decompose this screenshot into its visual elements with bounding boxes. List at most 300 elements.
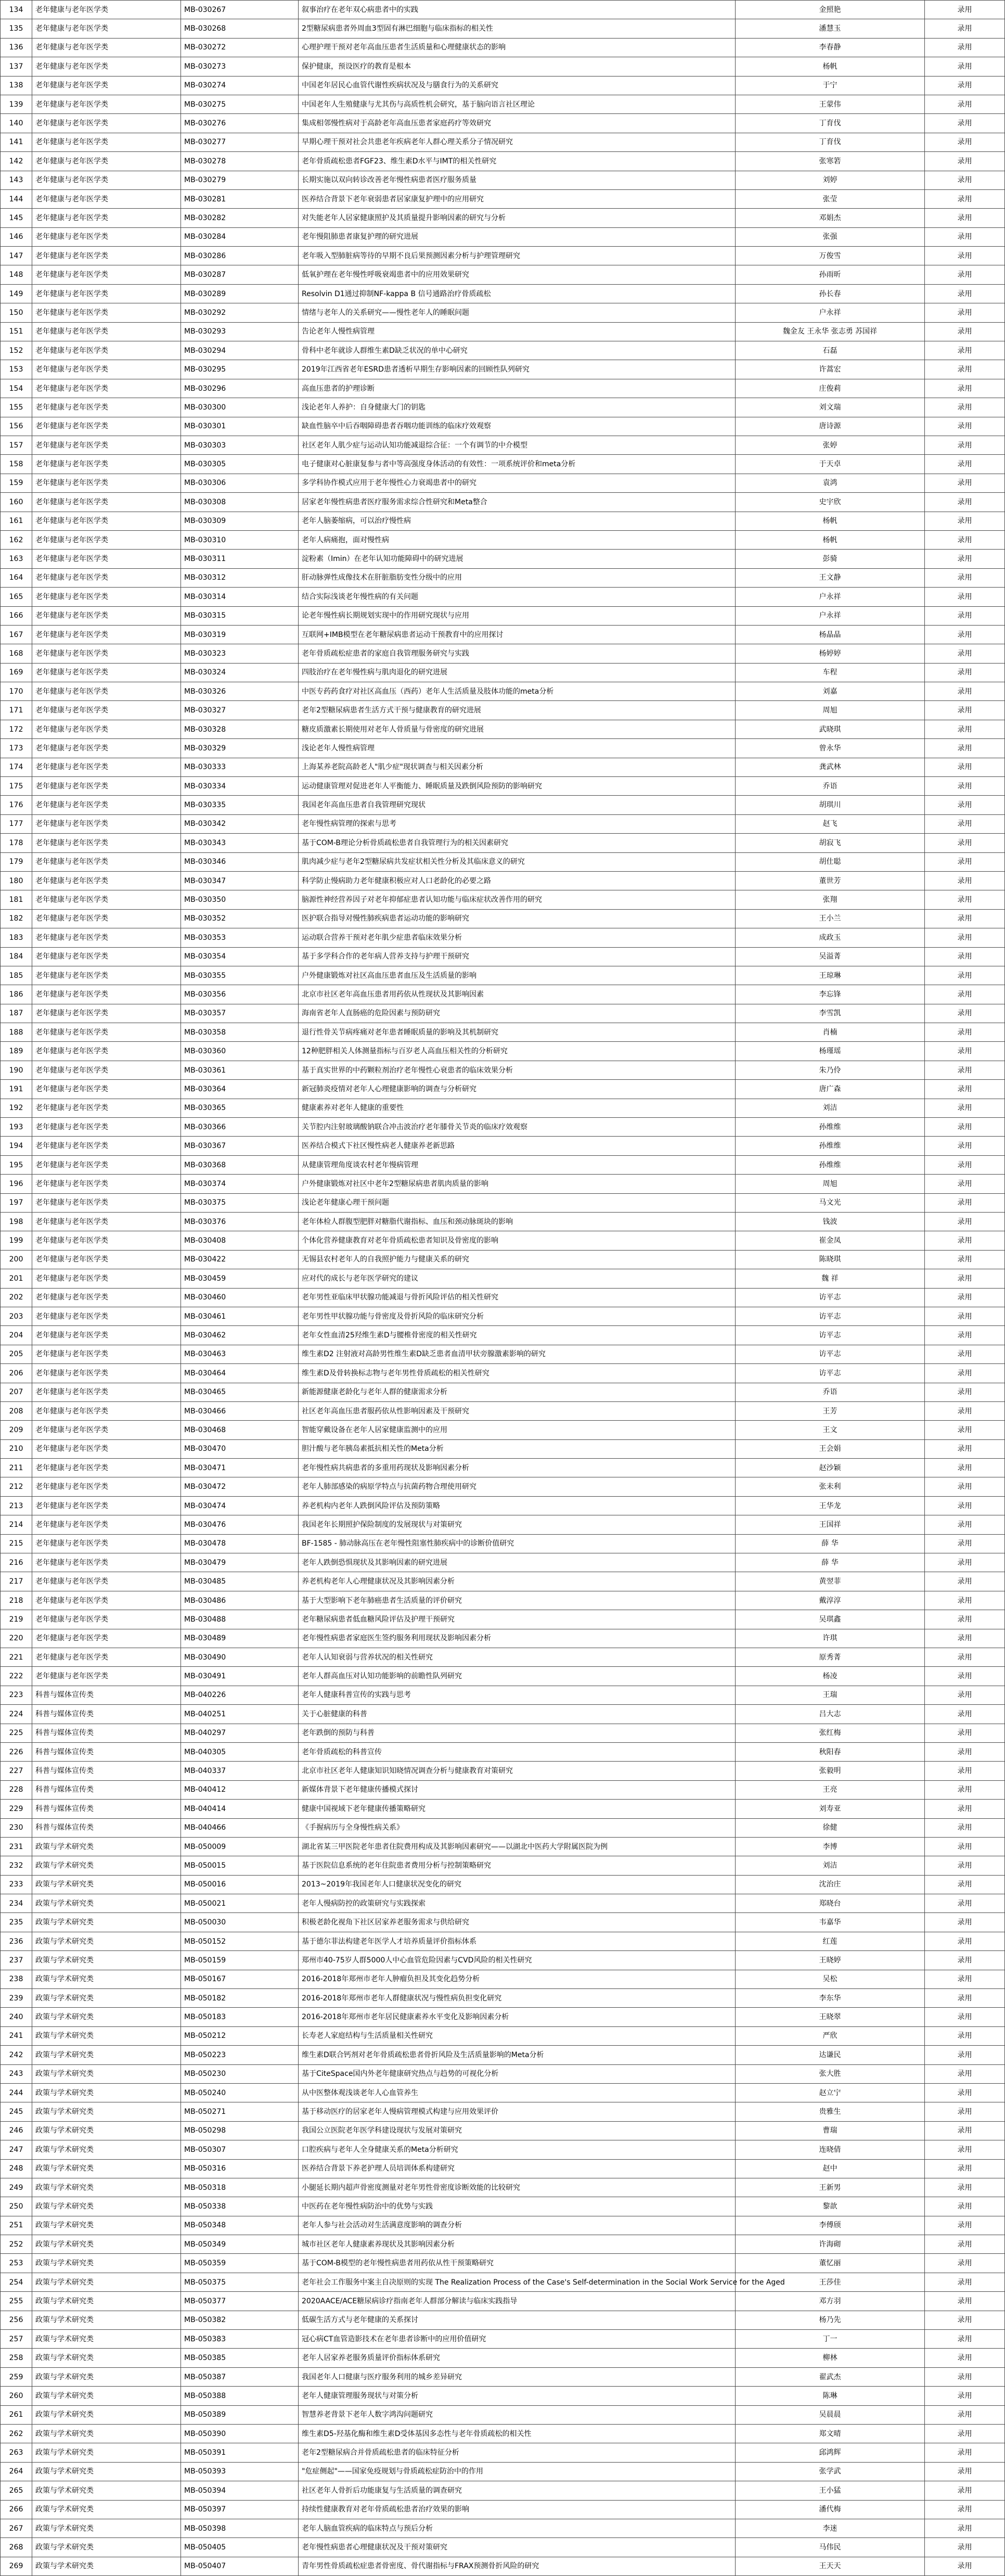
author-cell: 许海砌 — [736, 2235, 925, 2254]
table-row — [1, 76, 1005, 95]
table-row — [1, 2330, 1005, 2349]
paper-id-cell: MB-030485 — [181, 1572, 299, 1591]
paper-id-cell: MB-040297 — [181, 1724, 299, 1742]
status-cell: 录用 — [925, 663, 1005, 682]
category-cell: 老年健康与老年医学类 — [32, 1118, 181, 1137]
row-index: 214 — [1, 1515, 32, 1534]
paper-id-cell: MB-030308 — [181, 493, 299, 512]
category-cell: 老年健康与老年医学类 — [32, 227, 181, 246]
paper-id-cell: MB-050016 — [181, 1875, 299, 1894]
category-cell: 老年健康与老年医学类 — [32, 758, 181, 776]
category-cell: 政策与学术研究类 — [32, 2046, 181, 2064]
row-index: 135 — [1, 19, 32, 38]
author-cell: 丁育伐 — [736, 114, 925, 133]
title-cell: 老年人跌倒恐惧现状及其影响因素的研究进展 — [299, 1553, 736, 1572]
table-row — [1, 777, 1005, 796]
paper-id-cell: MB-050385 — [181, 2349, 299, 2367]
row-index: 210 — [1, 1439, 32, 1458]
row-index: 172 — [1, 720, 32, 738]
paper-id-cell: MB-030267 — [181, 1, 299, 19]
category-cell: 政策与学术研究类 — [32, 2405, 181, 2424]
title-cell: 持续性健康教育对老年骨质疏松患者治疗效果的影响 — [299, 2500, 736, 2519]
author-cell: 李忘锋 — [736, 985, 925, 1004]
author-cell: 柳林 — [736, 2349, 925, 2367]
paper-id-cell: MB-030342 — [181, 814, 299, 833]
table-row — [1, 2462, 1005, 2481]
category-cell: 政策与学术研究类 — [32, 2008, 181, 2026]
category-cell: 政策与学术研究类 — [32, 2121, 181, 2140]
author-cell: 吴松 — [736, 1970, 925, 1988]
category-cell: 老年健康与老年医学类 — [32, 1496, 181, 1515]
paper-id-cell: MB-030311 — [181, 550, 299, 568]
title-cell: 老年人脑萎缩病，可以治疗慢性病 — [299, 512, 736, 530]
table-row — [1, 1099, 1005, 1117]
category-cell: 政策与学术研究类 — [32, 2083, 181, 2102]
title-cell: 健康中国视域下老年健康传播策略研究 — [299, 1800, 736, 1818]
status-cell: 录用 — [925, 928, 1005, 947]
author-cell: 武晓琪 — [736, 720, 925, 738]
paper-id-cell: MB-050240 — [181, 2083, 299, 2102]
status-cell: 录用 — [925, 2405, 1005, 2424]
paper-id-cell: MB-030366 — [181, 1118, 299, 1137]
row-index: 152 — [1, 341, 32, 360]
status-cell: 录用 — [925, 1534, 1005, 1553]
table-row — [1, 436, 1005, 454]
author-cell: 万俊雪 — [736, 247, 925, 265]
paper-id-cell: MB-030295 — [181, 360, 299, 379]
category-cell: 老年健康与老年医学类 — [32, 834, 181, 852]
row-index: 136 — [1, 38, 32, 57]
category-cell: 老年健康与老年医学类 — [32, 1610, 181, 1629]
status-cell: 录用 — [925, 2273, 1005, 2291]
category-cell: 老年健康与老年医学类 — [32, 682, 181, 701]
title-cell: 关于心脏健康的科普 — [299, 1705, 736, 1724]
status-cell: 录用 — [925, 606, 1005, 625]
category-cell: 政策与学术研究类 — [32, 2462, 181, 2481]
status-cell: 录用 — [925, 1989, 1005, 2008]
paper-id-cell: MB-030343 — [181, 834, 299, 852]
title-cell: 论老年慢性病长期规划实现中的作用研究现状与应用 — [299, 606, 736, 625]
status-cell: 录用 — [925, 1553, 1005, 1572]
author-cell: 吴溢菁 — [736, 947, 925, 966]
category-cell: 老年健康与老年医学类 — [32, 436, 181, 454]
title-cell: 海南省老年人直肠癌的危险因素与预防研究 — [299, 1004, 736, 1023]
status-cell: 录用 — [925, 1061, 1005, 1079]
author-cell: 王国祥 — [736, 1515, 925, 1534]
status-cell: 录用 — [925, 265, 1005, 284]
table-row — [1, 1326, 1005, 1345]
title-cell: 老年2型糖尿病患者生活方式干预与健康教育的研究进展 — [299, 701, 736, 720]
table-row — [1, 1, 1005, 19]
category-cell: 老年健康与老年医学类 — [32, 625, 181, 644]
paper-id-cell: MB-050388 — [181, 2387, 299, 2405]
table-row — [1, 512, 1005, 530]
author-cell: 杨帆 — [736, 512, 925, 530]
title-cell: 科学防止慢病助力老年健康积极应对人口老龄化的必要之路 — [299, 871, 736, 890]
author-cell: 访平志 — [736, 1307, 925, 1325]
table-row — [1, 985, 1005, 1004]
table-row — [1, 2197, 1005, 2216]
table-row — [1, 1762, 1005, 1780]
status-cell: 录用 — [925, 95, 1005, 113]
table-row — [1, 758, 1005, 776]
title-cell: 基于COM-B模型的老年慢性病患者用药依从性干预策略研究 — [299, 2254, 736, 2273]
status-cell: 录用 — [925, 1345, 1005, 1363]
title-cell: 肌肉减少症与老年2型糖尿病共发症状相关性分析及其临床意义的研究 — [299, 852, 736, 871]
paper-id-cell: MB-030364 — [181, 1080, 299, 1099]
table-row — [1, 1061, 1005, 1079]
table-row — [1, 814, 1005, 833]
table-row — [1, 1667, 1005, 1686]
row-index: 224 — [1, 1705, 32, 1724]
paper-id-cell: MB-030465 — [181, 1383, 299, 1401]
row-index: 157 — [1, 436, 32, 454]
category-cell: 老年健康与老年医学类 — [32, 739, 181, 758]
paper-id-cell: MB-030468 — [181, 1421, 299, 1439]
paper-id-cell: MB-030354 — [181, 947, 299, 966]
author-cell: 袁鸿 — [736, 474, 925, 492]
row-index: 202 — [1, 1288, 32, 1307]
paper-id-cell: MB-030275 — [181, 95, 299, 113]
status-cell: 录用 — [925, 1667, 1005, 1686]
title-cell: 多学科协作模式应用于老年慢性心力衰竭患者中的研究 — [299, 474, 736, 492]
category-cell: 老年健康与老年医学类 — [32, 1667, 181, 1686]
row-index: 153 — [1, 360, 32, 379]
title-cell: 浅论老年人慢性病管理 — [299, 739, 736, 758]
author-cell: 钱波 — [736, 1213, 925, 1231]
category-cell: 老年健康与老年医学类 — [32, 265, 181, 284]
paper-id-cell: MB-050359 — [181, 2254, 299, 2273]
table-row — [1, 625, 1005, 644]
paper-id-cell: MB-030310 — [181, 530, 299, 549]
title-cell: 新冠肺炎疫情对老年人心理健康影响的调查与分析研究 — [299, 1080, 736, 1099]
category-cell: 老年健康与老年医学类 — [32, 644, 181, 663]
status-cell: 录用 — [925, 625, 1005, 644]
row-index: 236 — [1, 1932, 32, 1950]
author-cell: 周旭 — [736, 701, 925, 720]
category-cell: 老年健康与老年医学类 — [32, 777, 181, 796]
author-cell: 薛 华 — [736, 1553, 925, 1572]
author-cell: 连晓倩 — [736, 2140, 925, 2159]
title-cell: 长期实施以双向转诊改善老年慢性病患者医疗服务质量 — [299, 171, 736, 189]
row-index: 247 — [1, 2140, 32, 2159]
row-index: 205 — [1, 1345, 32, 1363]
paper-id-cell: MB-030328 — [181, 720, 299, 738]
row-index: 253 — [1, 2254, 32, 2273]
category-cell: 老年健康与老年医学类 — [32, 1439, 181, 1458]
title-cell: 心理护理干预对老年高血压患者生活质量和心理健康状态的影响 — [299, 38, 736, 57]
status-cell: 录用 — [925, 1800, 1005, 1818]
row-index: 141 — [1, 133, 32, 151]
title-cell: 中医药在老年慢性病防治中的优势与实践 — [299, 2197, 736, 2216]
paper-id-cell: MB-050383 — [181, 2330, 299, 2349]
author-cell: 许蒿宏 — [736, 360, 925, 379]
status-cell: 录用 — [925, 2216, 1005, 2235]
paper-id-cell: MB-030346 — [181, 852, 299, 871]
category-cell: 政策与学术研究类 — [32, 2235, 181, 2254]
author-cell: 翟武杰 — [736, 2367, 925, 2386]
status-cell: 录用 — [925, 341, 1005, 360]
category-cell: 老年健康与老年医学类 — [32, 814, 181, 833]
status-cell: 录用 — [925, 530, 1005, 549]
author-cell: 秋阳春 — [736, 1742, 925, 1761]
title-cell: 老年人慢病防控的政策研究与实践探索 — [299, 1894, 736, 1913]
paper-id-cell: MB-030466 — [181, 1401, 299, 1420]
table-row — [1, 606, 1005, 625]
status-cell: 录用 — [925, 1439, 1005, 1458]
table-row — [1, 1686, 1005, 1704]
paper-id-cell: MB-050015 — [181, 1856, 299, 1875]
row-index: 228 — [1, 1780, 32, 1799]
paper-id-cell: MB-050316 — [181, 2159, 299, 2178]
paper-id-cell: MB-030272 — [181, 38, 299, 57]
row-index: 176 — [1, 796, 32, 814]
author-cell: 史宇欣 — [736, 493, 925, 512]
paper-id-cell: MB-050182 — [181, 1989, 299, 2008]
title-cell: 北京市社区老年高血压患者用药依从性现状及其影响因素 — [299, 985, 736, 1004]
status-cell: 录用 — [925, 1383, 1005, 1401]
status-cell: 录用 — [925, 1288, 1005, 1307]
table-row — [1, 38, 1005, 57]
table-row — [1, 890, 1005, 909]
paper-id-cell: MB-050167 — [181, 1970, 299, 1988]
title-cell: 老年人病痛抱，面对慢性病 — [299, 530, 736, 549]
title-cell: 老年人健康科普宣传的实践与思考 — [299, 1686, 736, 1704]
paper-id-cell: MB-050152 — [181, 1932, 299, 1950]
author-cell: 赵立宁 — [736, 2083, 925, 2102]
author-cell: 于宁 — [736, 76, 925, 95]
category-cell: 政策与学术研究类 — [32, 2159, 181, 2178]
author-cell: 张强 — [736, 227, 925, 246]
title-cell: 肝动脉弹性成像技术在肝脏脂肪变性分级中的应用 — [299, 568, 736, 587]
category-cell: 科普与媒体宣传类 — [32, 1800, 181, 1818]
status-cell: 录用 — [925, 1913, 1005, 1932]
paper-id-cell: MB-050375 — [181, 2273, 299, 2291]
status-cell: 录用 — [925, 417, 1005, 436]
title-cell: 基于真实世界的中药颗粒剂治疗老年慢性心衰患者的临床效果分析 — [299, 1061, 736, 1079]
category-cell: 政策与学术研究类 — [32, 1856, 181, 1875]
table-row — [1, 2425, 1005, 2443]
category-cell: 老年健康与老年医学类 — [32, 1648, 181, 1666]
row-index: 251 — [1, 2216, 32, 2235]
row-index: 237 — [1, 1951, 32, 1970]
title-cell: 青年男性骨质疏松症患者骨密度、骨代谢指标与FRAX预测骨折风险的研究 — [299, 2557, 736, 2575]
paper-id-cell: MB-030490 — [181, 1648, 299, 1666]
title-cell: 基于多学科合作的老年病人营养支持与护理干预研究 — [299, 947, 736, 966]
table-row — [1, 455, 1005, 474]
status-cell: 录用 — [925, 379, 1005, 398]
table-row — [1, 2387, 1005, 2405]
category-cell: 政策与学术研究类 — [32, 2367, 181, 2386]
title-cell: 社区老年人肌少症与运动认知功能减退综合征：一个有调节的中介模型 — [299, 436, 736, 454]
author-cell: 张未利 — [736, 1477, 925, 1496]
status-cell: 录用 — [925, 1155, 1005, 1174]
author-cell: 李春静 — [736, 38, 925, 57]
title-cell: 我国公立医院老年医学科建设现状与发展对策研究 — [299, 2121, 736, 2140]
table-row — [1, 1705, 1005, 1724]
row-index: 173 — [1, 739, 32, 758]
row-index: 259 — [1, 2367, 32, 2386]
category-cell: 老年健康与老年医学类 — [32, 928, 181, 947]
author-cell: 乔语 — [736, 1383, 925, 1401]
category-cell: 老年健康与老年医学类 — [32, 1534, 181, 1553]
table-row — [1, 701, 1005, 720]
title-cell: 老年人认知衰弱与营养状况的相关性研究 — [299, 1648, 736, 1666]
paper-id-cell: MB-030472 — [181, 1477, 299, 1496]
title-cell: 2型糖尿病患者外周血3型固有淋巴细胞与临床指标的相关性 — [299, 19, 736, 38]
category-cell: 老年健康与老年医学类 — [32, 1288, 181, 1307]
author-cell: 张毅明 — [736, 1762, 925, 1780]
status-cell: 录用 — [925, 1875, 1005, 1894]
author-cell: 韦嘉华 — [736, 1913, 925, 1932]
paper-id-cell: MB-030326 — [181, 682, 299, 701]
row-index: 170 — [1, 682, 32, 701]
category-cell: 老年健康与老年医学类 — [32, 796, 181, 814]
title-cell: 老年慢性病共病患者的多重用药现状及影响因素分析 — [299, 1459, 736, 1477]
author-cell: 陈晓琪 — [736, 1250, 925, 1269]
row-index: 194 — [1, 1137, 32, 1155]
author-cell: 王小猛 — [736, 2481, 925, 2500]
title-cell: Resolvin D1通过抑制NF-kappa B 信号通路治疗骨质疏松 — [299, 284, 736, 303]
title-cell: 2016-2018年郑州市老年人群健康状况与慢性病负担变化研究 — [299, 1989, 736, 2008]
table-row — [1, 2500, 1005, 2519]
row-index: 245 — [1, 2102, 32, 2121]
title-cell: 淀粉素（Imin）在老年认知功能障碍中的研究进展 — [299, 550, 736, 568]
status-cell: 录用 — [925, 2538, 1005, 2557]
row-index: 183 — [1, 928, 32, 947]
paper-id-cell: MB-030281 — [181, 189, 299, 208]
table-row — [1, 493, 1005, 512]
paper-id-cell: MB-050349 — [181, 2235, 299, 2254]
category-cell: 老年健康与老年医学类 — [32, 322, 181, 341]
status-cell: 录用 — [925, 2557, 1005, 2575]
paper-id-cell: MB-030276 — [181, 114, 299, 133]
status-cell: 录用 — [925, 1307, 1005, 1325]
status-cell: 录用 — [925, 890, 1005, 909]
table-row — [1, 1894, 1005, 1913]
author-cell: 黄翌菲 — [736, 1572, 925, 1591]
paper-id-cell: MB-030486 — [181, 1591, 299, 1610]
title-cell: 基于德尔菲法构建老年医学人才培养质量评价指标体系 — [299, 1932, 736, 1950]
status-cell: 录用 — [925, 189, 1005, 208]
title-cell: 老年骨质疏松的科普宣传 — [299, 1742, 736, 1761]
table-row — [1, 2235, 1005, 2254]
table-row — [1, 95, 1005, 113]
paper-id-cell: MB-050407 — [181, 2557, 299, 2575]
category-cell: 老年健康与老年医学类 — [32, 133, 181, 151]
category-cell: 老年健康与老年医学类 — [32, 1553, 181, 1572]
title-cell: 居家老年慢性病患者医疗服务需求综合性研究和Meta整合 — [299, 493, 736, 512]
row-index: 188 — [1, 1023, 32, 1042]
row-index: 200 — [1, 1250, 32, 1269]
category-cell: 老年健康与老年医学类 — [32, 493, 181, 512]
author-cell: 董忆丽 — [736, 2254, 925, 2273]
category-cell: 老年健康与老年医学类 — [32, 890, 181, 909]
table-row — [1, 1307, 1005, 1325]
row-index: 220 — [1, 1629, 32, 1648]
status-cell: 录用 — [925, 1629, 1005, 1648]
author-cell: 乔语 — [736, 777, 925, 796]
author-cell: 王瑞 — [736, 1686, 925, 1704]
paper-id-cell: MB-050348 — [181, 2216, 299, 2235]
status-cell: 录用 — [925, 1818, 1005, 1837]
category-cell: 老年健康与老年医学类 — [32, 701, 181, 720]
author-cell: 吴晨晨 — [736, 2405, 925, 2424]
paper-id-cell: MB-030315 — [181, 606, 299, 625]
status-cell: 录用 — [925, 985, 1005, 1004]
row-index: 269 — [1, 2557, 32, 2575]
table-row — [1, 2538, 1005, 2557]
paper-id-cell: MB-030375 — [181, 1193, 299, 1212]
row-index: 180 — [1, 871, 32, 890]
author-cell: 张红梅 — [736, 1724, 925, 1742]
row-index: 211 — [1, 1459, 32, 1477]
title-cell: 老年慢阻肺患者康复护理的研究进展 — [299, 227, 736, 246]
row-index: 223 — [1, 1686, 32, 1704]
table-row — [1, 2481, 1005, 2500]
row-index: 162 — [1, 530, 32, 549]
table-row — [1, 1875, 1005, 1894]
status-cell: 录用 — [925, 19, 1005, 38]
paper-id-cell: MB-030478 — [181, 1534, 299, 1553]
title-cell: 保护健康，预设医疗的教育是根本 — [299, 57, 736, 76]
title-cell: 12种肥胖相关人体测量指标与百岁老人高血压相关性的分析研究 — [299, 1042, 736, 1061]
row-index: 177 — [1, 814, 32, 833]
status-cell: 录用 — [925, 871, 1005, 890]
title-cell: 中国老年居民心血管代谢性疾病状况及与膳食行为的关系研究 — [299, 76, 736, 95]
row-index: 175 — [1, 777, 32, 796]
row-index: 198 — [1, 1213, 32, 1231]
author-cell: 张大胜 — [736, 2064, 925, 2083]
author-cell: 王天天 — [736, 2557, 925, 2575]
paper-id-cell: MB-040226 — [181, 1686, 299, 1704]
status-cell: 录用 — [925, 1951, 1005, 1970]
author-cell: 张翔 — [736, 890, 925, 909]
title-cell: 老年人健康管理服务现状与对策分析 — [299, 2387, 736, 2405]
paper-id-cell: MB-030491 — [181, 1667, 299, 1686]
category-cell: 老年健康与老年医学类 — [32, 663, 181, 682]
row-index: 244 — [1, 2083, 32, 2102]
row-index: 235 — [1, 1913, 32, 1932]
category-cell: 老年健康与老年医学类 — [32, 512, 181, 530]
status-cell: 录用 — [925, 1118, 1005, 1137]
row-index: 250 — [1, 2197, 32, 2216]
author-cell: 李雪凯 — [736, 1004, 925, 1023]
title-cell: 维生素D及骨转换标志物与老年男性骨质疏松的相关性研究 — [299, 1364, 736, 1383]
category-cell: 老年健康与老年医学类 — [32, 114, 181, 133]
row-index: 212 — [1, 1477, 32, 1496]
status-cell: 录用 — [925, 2235, 1005, 2254]
title-cell: 低氧护理在老年慢性呼吸衰竭患者中的应用效果研究 — [299, 265, 736, 284]
author-cell: 杨凌 — [736, 1667, 925, 1686]
author-cell: 张婷 — [736, 436, 925, 454]
category-cell: 老年健康与老年医学类 — [32, 209, 181, 227]
table-row — [1, 2443, 1005, 2462]
row-index: 207 — [1, 1383, 32, 1401]
paper-id-cell: MB-030292 — [181, 303, 299, 322]
status-cell: 录用 — [925, 247, 1005, 265]
paper-id-cell: MB-030274 — [181, 76, 299, 95]
title-cell: 老年人肺部感染的病原学特点与抗菌药物合理使用研究 — [299, 1477, 736, 1496]
paper-id-cell: MB-050159 — [181, 1951, 299, 1970]
table-row — [1, 2083, 1005, 2102]
title-cell: 退行性骨关节病疼痛对老年患者睡眠质量的影响及其机制研究 — [299, 1023, 736, 1042]
row-index: 252 — [1, 2235, 32, 2254]
row-index: 174 — [1, 758, 32, 776]
status-cell: 录用 — [925, 1591, 1005, 1610]
row-index: 265 — [1, 2481, 32, 2500]
title-cell: 高血压患者的护理诊断 — [299, 379, 736, 398]
